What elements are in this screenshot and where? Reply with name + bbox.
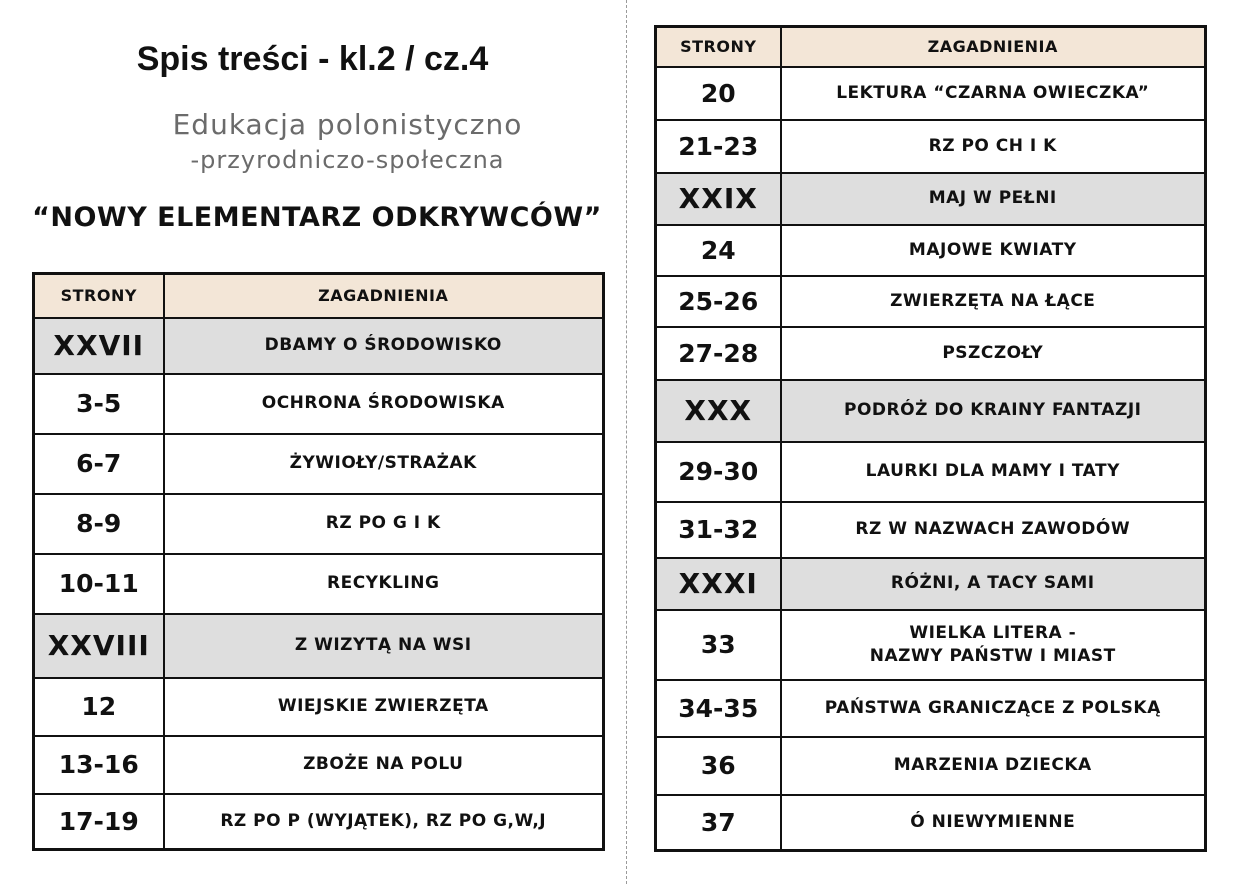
- page-range-cell: 36: [656, 737, 781, 795]
- table-row: [34, 554, 604, 614]
- topic-cell: RECYKLING: [164, 554, 604, 614]
- page-range-cell: 37: [656, 795, 781, 851]
- page-range-cell: 20: [656, 67, 781, 120]
- chapter-row: [656, 173, 1206, 225]
- topic-cell: OCHRONA ŚRODOWISKA: [164, 374, 604, 434]
- subtitle-line-2: -przyrodniczo-społeczna: [190, 146, 505, 174]
- table-row: [656, 502, 1206, 558]
- page-range-cell: 31-32: [656, 502, 781, 558]
- table-row: [656, 276, 1206, 327]
- page-range-cell: 21-23: [656, 120, 781, 173]
- page-range-cell: 27-28: [656, 327, 781, 380]
- column-header-topics: ZAGADNIENIA: [781, 27, 1206, 67]
- topic-cell: RZ PO G I K: [164, 494, 604, 554]
- page-range-cell: XXXI: [656, 558, 781, 610]
- chapter-row: [656, 380, 1206, 442]
- topic-cell: ZWIERZĘTA NA ŁĄCE: [781, 276, 1206, 327]
- table-row: [656, 442, 1206, 502]
- table-row: [34, 736, 604, 794]
- topic-cell: LEKTURA “CZARNA OWIECZKA”: [781, 67, 1206, 120]
- page-range-cell: 17-19: [34, 794, 164, 850]
- topic-cell: PSZCZOŁY: [781, 327, 1206, 380]
- page-range-cell: 29-30: [656, 442, 781, 502]
- page-range-cell: 24: [656, 225, 781, 276]
- page-range-cell: XXVII: [34, 318, 164, 374]
- page-divider: [626, 0, 627, 884]
- toc-table-right: [654, 25, 1207, 852]
- page-range-cell: 12: [34, 678, 164, 736]
- page-range-cell: 13-16: [34, 736, 164, 794]
- table-row: [656, 327, 1206, 380]
- topic-cell: WIELKA LITERA - NAZWY PAŃSTW I MIAST: [781, 610, 1206, 680]
- column-header-pages: STRONY: [34, 274, 164, 318]
- table-row: [34, 494, 604, 554]
- table-row: [34, 794, 604, 850]
- page-title: Spis treści - kl.2 / cz.4: [136, 40, 489, 78]
- topic-cell: Z WIZYTĄ NA WSI: [164, 614, 604, 678]
- toc-table-left: [32, 272, 605, 851]
- topic-cell: RZ PO P (WYJĄTEK), RZ PO G,W,J: [164, 794, 604, 850]
- table-row: [34, 374, 604, 434]
- chapter-row: [34, 614, 604, 678]
- topic-cell: MAJ W PEŁNI: [781, 173, 1206, 225]
- topic-cell: MAJOWE KWIATY: [781, 225, 1206, 276]
- topic-cell: DBAMY O ŚRODOWISKO: [164, 318, 604, 374]
- subtitle-line-1: Edukacja polonistyczno: [172, 108, 523, 141]
- table-row: [34, 434, 604, 494]
- toc-table-right-body: [656, 67, 1206, 851]
- topic-cell: RZ W NAZWACH ZAWODÓW: [781, 502, 1206, 558]
- table-row: [656, 67, 1206, 120]
- page-range-cell: XXIX: [656, 173, 781, 225]
- topic-cell: LAURKI DLA MAMY I TATY: [781, 442, 1206, 502]
- column-header-pages: STRONY: [656, 27, 781, 67]
- page-range-cell: 25-26: [656, 276, 781, 327]
- table-row: [656, 795, 1206, 851]
- page-range-cell: 8-9: [34, 494, 164, 554]
- table-row: [34, 678, 604, 736]
- topic-cell: ŻYWIOŁY/STRAŻAK: [164, 434, 604, 494]
- topic-cell: ZBOŻE NA POLU: [164, 736, 604, 794]
- page-range-cell: 3-5: [34, 374, 164, 434]
- topic-cell: RÓŻNI, A TACY SAMI: [781, 558, 1206, 610]
- page-range-cell: 10-11: [34, 554, 164, 614]
- topic-cell: PAŃSTWA GRANICZĄCE Z POLSKĄ: [781, 680, 1206, 737]
- table-header-row: [34, 274, 604, 318]
- topic-cell: MARZENIA DZIECKA: [781, 737, 1206, 795]
- page-range-cell: 33: [656, 610, 781, 680]
- topic-cell: WIEJSKIE ZWIERZĘTA: [164, 678, 604, 736]
- topic-cell: Ó NIEWYMIENNE: [781, 795, 1206, 851]
- topic-cell: PODRÓŻ DO KRAINY FANTAZJI: [781, 380, 1206, 442]
- table-row: [656, 680, 1206, 737]
- topic-cell: RZ PO CH I K: [781, 120, 1206, 173]
- page-range-cell: XXX: [656, 380, 781, 442]
- book-title: “NOWY ELEMENTARZ ODKRYWCÓW”: [32, 202, 602, 233]
- page-range-cell: 34-35: [656, 680, 781, 737]
- page-range-cell: 6-7: [34, 434, 164, 494]
- chapter-row: [656, 558, 1206, 610]
- table-row: [656, 225, 1206, 276]
- page-range-cell: XXVIII: [34, 614, 164, 678]
- column-header-topics: ZAGADNIENIA: [164, 274, 604, 318]
- toc-table-left-body: [34, 318, 604, 850]
- chapter-row: [34, 318, 604, 374]
- table-row: [656, 737, 1206, 795]
- table-row: [656, 120, 1206, 173]
- table-row: [656, 610, 1206, 680]
- table-header-row: [656, 27, 1206, 67]
